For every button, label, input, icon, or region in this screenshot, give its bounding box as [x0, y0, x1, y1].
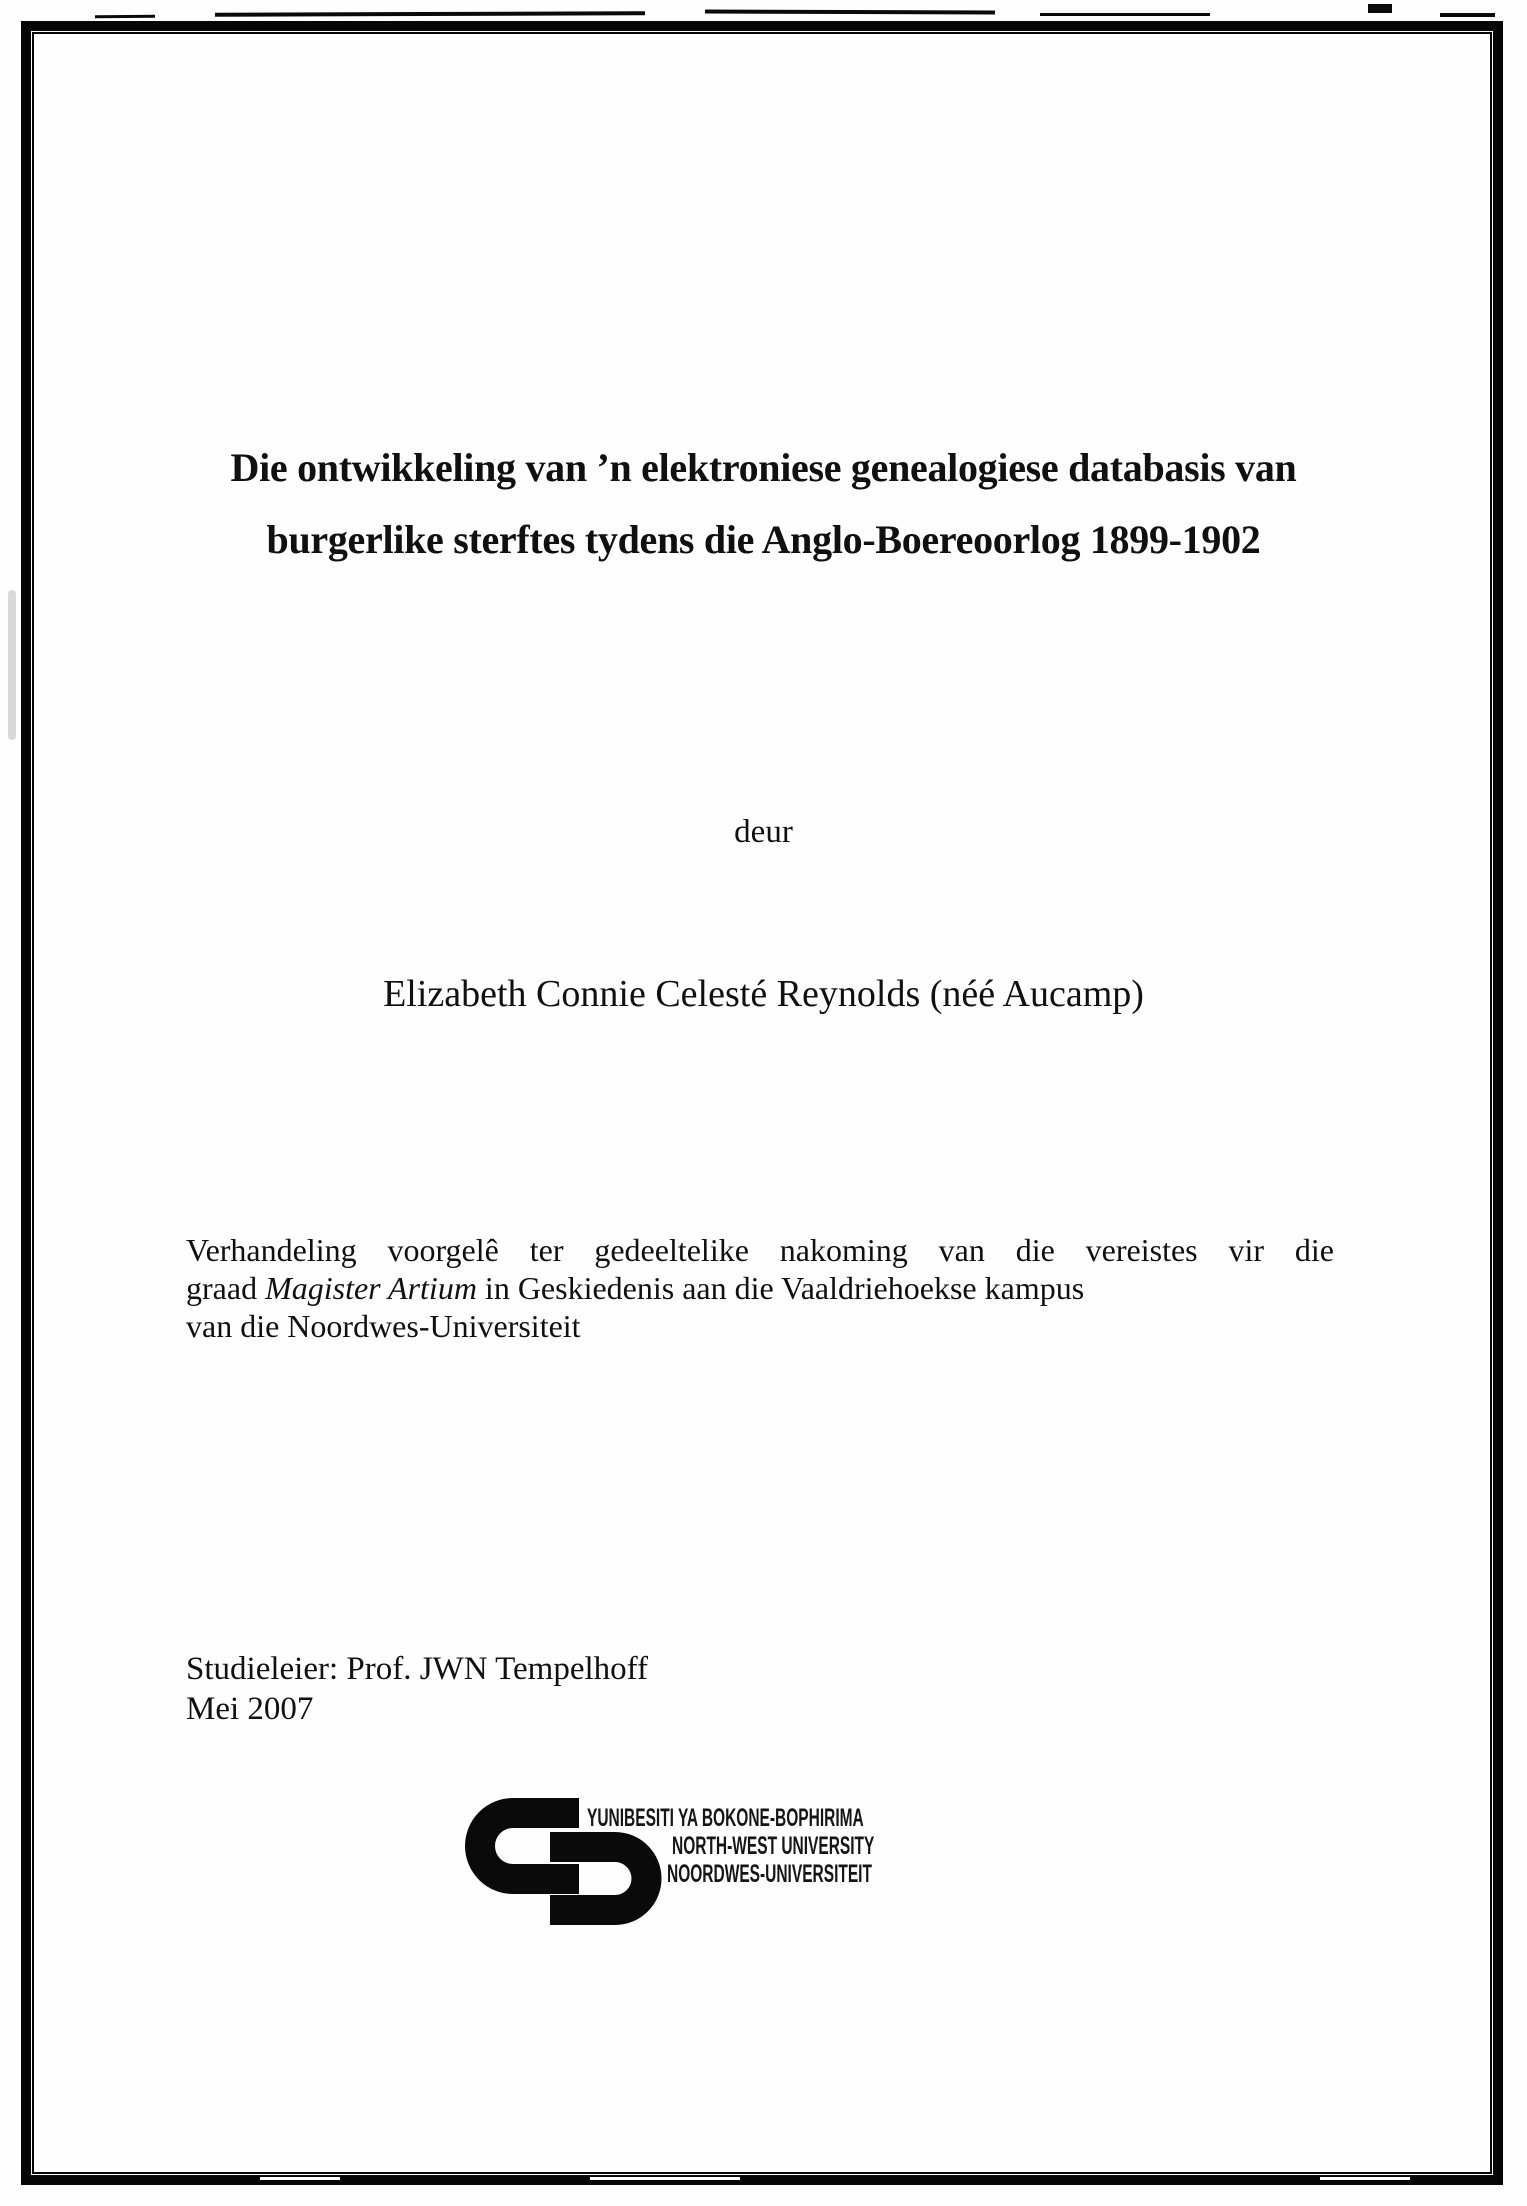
degree-name-italic: Magister Artium: [265, 1270, 477, 1306]
thesis-title-line-2: burgerlike sterftes tydens die Anglo-Boereoorlog 1899-1902: [266, 516, 1261, 562]
date-line: Mei 2007: [186, 1691, 314, 1727]
supervisor-block: [186, 1649, 648, 1729]
author-name: Elizabeth Connie Celesté Reynolds (néé Aucamp): [383, 973, 1144, 1015]
university-logo-text: [587, 1804, 1033, 1888]
degree-statement-line-3: van die Noordwes-Universiteit: [186, 1308, 581, 1344]
logo-text-english: NORTH-WEST UNIVERSITY: [672, 1832, 875, 1860]
thesis-title-line-1: Die ontwikkeling van ’n elektroniese genealogiese databasis van: [230, 444, 1297, 490]
degree-statement-line-2-pre: graad: [186, 1270, 266, 1306]
degree-statement-line-2-post: in Geskiedenis aan die Vaaldriehoekse kampus: [476, 1270, 1085, 1306]
university-logo: [455, 1795, 915, 1930]
logo-text-afrikaans: NOORDWES-UNIVERSITEIT: [667, 1860, 872, 1888]
degree-statement-line-2: [186, 1269, 1334, 1307]
degree-statement-line-1: Verhandeling voorgelê ter gedeeltelike nakoming van die vereistes vir die: [186, 1232, 1334, 1268]
byline-deur: deur: [734, 814, 793, 850]
supervisor-line: Studieleier: Prof. JWN Tempelhoff: [186, 1651, 649, 1687]
logo-text-setswana: YUNIBESITI YA BOKONE-BOPHIRIMA: [587, 1804, 864, 1832]
degree-statement: [186, 1231, 1334, 1345]
thesis-title: [0, 432, 1527, 576]
